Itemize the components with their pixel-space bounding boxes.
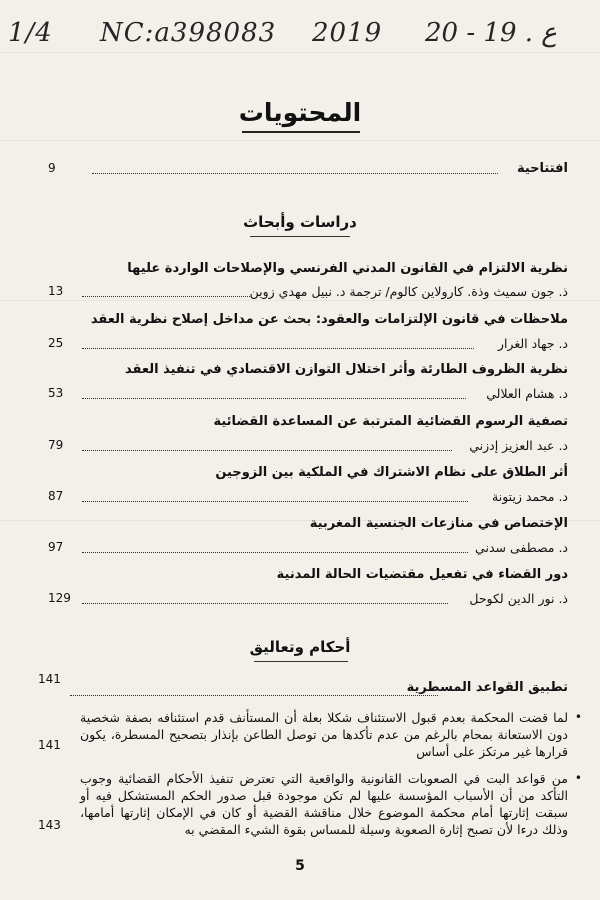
page-ref: 25 <box>48 336 64 350</box>
dot-leader <box>82 603 448 604</box>
dot-leader <box>92 173 498 174</box>
toc-entry <box>48 465 568 487</box>
toc-entry <box>48 516 568 538</box>
toc-entry <box>48 567 568 589</box>
dot-leader <box>82 348 474 349</box>
toc-entry-author: ذ. نور الدين لكوحل <box>469 591 568 606</box>
page-ref: 141 <box>38 738 61 752</box>
page-number: 5 <box>295 858 305 874</box>
toc-entry-author-line <box>48 591 568 613</box>
page-ref: 87 <box>48 489 64 503</box>
toc-entry-title: افتتاحية <box>516 161 568 176</box>
bullet-icon: • <box>574 771 582 785</box>
section-underline <box>254 661 348 662</box>
toc-entry <box>48 414 568 436</box>
page-ref: 53 <box>48 386 64 400</box>
toc-entry-author: د. عبد العزيز إدزني <box>469 438 568 453</box>
title-underline <box>242 131 360 133</box>
bullet-item <box>80 770 582 838</box>
toc-entry-author: د. هشام العلالي <box>486 386 568 401</box>
page-ref: 143 <box>38 818 61 832</box>
toc-entry-author: ذ. جون سميث وذة. كارولاين كالوم/ ترجمة د. نبيل مهدي زوين <box>249 284 568 299</box>
toc-entry <box>48 312 568 334</box>
handwritten-reference: NC:a398083 <box>100 18 277 48</box>
toc-subheading <box>48 680 568 702</box>
toc-entry-title: نظرية الظروف الطارئة وأثر اختلال التوازن الاقتصادي في تنفيذ العقد <box>125 362 568 377</box>
dot-leader <box>70 695 438 696</box>
page-ref: 129 <box>48 591 71 605</box>
toc-entry-author: د. محمد زيتونة <box>492 489 568 504</box>
toc-entry-author-line <box>48 284 568 306</box>
page-title: المحتويات <box>238 98 362 127</box>
toc-entry-title: نظرية الالتزام في القانون المدني الفرنسي والإصلاحات الواردة عليها <box>127 261 568 276</box>
toc-entry-title: الإختصاص في منازعات الجنسية المغربية <box>309 516 568 531</box>
toc-entry-author-line <box>48 438 568 460</box>
dot-leader <box>82 501 468 502</box>
toc-entry-author: د. جهاد الغرار <box>497 336 568 351</box>
toc-entry-author-line <box>48 489 568 511</box>
toc-entry <box>48 261 568 283</box>
toc-entry-author-line <box>48 386 568 408</box>
bullet-item <box>80 709 582 760</box>
page-ref: 13 <box>48 284 64 298</box>
bullet-text: لما قضت المحكمة بعدم قبول الاستئناف شكلا بعلة أن المستأنف قدم استئنافه بصفة شخصية دون الاستعانة بمحام بالرغم من عدم تأكدها من توصل الطاعن بإنذار بتصحيح المسطرة، يكون قرارها غير مرتكز على أساس <box>80 710 568 759</box>
toc-entry-title: تصفية الرسوم القضائية المترتبة عن المساعدة القضائية <box>213 414 568 429</box>
bullet-text: من قواعد البت في الصعوبات القانونية والواقعية التي تعترض تنفيذ الأحكام القضائية وجوب التأكد من أن الأسباب المؤسسة عليها لم تكن موجودة قبل صدور الحكم المستشكل فيه أو سبقت إثارتها أمام محكمة الموضوع خلال مناقشة القضية أو كان في الإمكان إثارتها أمامها، وذلك درءا لأن تصبح إثارة الصعوبة وسيلة للمساس بقوة الشيء المقضي به <box>80 771 568 837</box>
toc-entry-author-line <box>48 336 568 358</box>
dot-leader <box>82 398 466 399</box>
toc-entry-author: د. مصطفى سدني <box>475 540 568 555</box>
page-ref: 79 <box>48 438 64 452</box>
toc-entry <box>48 362 568 384</box>
handwritten-part: 1/4 <box>8 18 53 48</box>
section-underline <box>250 236 350 237</box>
dot-leader <box>82 296 250 297</box>
handwritten-annotation <box>0 18 600 58</box>
dot-leader <box>82 450 452 451</box>
toc-entry-title: دور القضاء في تفعيل مقتضيات الحالة المدنية <box>276 567 568 582</box>
section-heading-judgments: أحكام وتعاليق <box>249 638 351 656</box>
toc-entry-title: ملاحظات في قانون الإلتزامات والعقود: بحث عن مداخل إصلاح نظرية العقد <box>90 312 568 327</box>
page-ref: 141 <box>38 672 61 686</box>
bleed-through-line <box>0 140 600 141</box>
handwritten-issue: 20 - 19 . ع <box>425 18 557 48</box>
dot-leader <box>82 552 468 553</box>
bullet-icon: • <box>574 710 582 724</box>
toc-entry-opening <box>48 161 568 183</box>
toc-entry-title: أثر الطلاق على نظام الاشتراك في الملكية بين الزوجين <box>215 465 568 480</box>
page-ref: 97 <box>48 540 64 554</box>
section-heading-studies: دراسات وأبحاث <box>243 213 357 231</box>
page-ref: 9 <box>48 161 56 175</box>
toc-entry-author-line <box>48 540 568 562</box>
handwritten-year: 2019 <box>312 18 383 48</box>
toc-subheading-title: تطبيق القواعد المسطرية <box>406 680 568 695</box>
